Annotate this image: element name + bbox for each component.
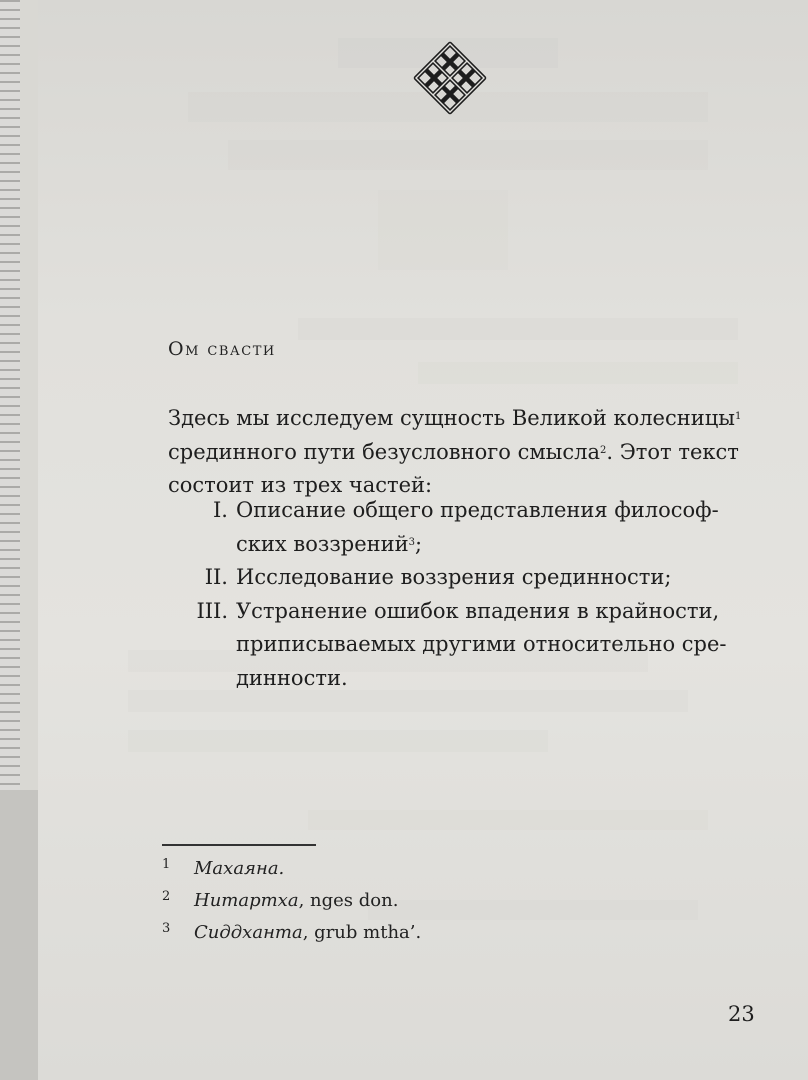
footnote [162,917,421,949]
list-item-number: I. [213,498,228,522]
intro-line-3: состоит из трех частей: [168,473,433,497]
list-item-end: ; [415,531,423,556]
intro-paragraph [168,402,768,503]
intro-line-2: срединного пути безусловного смысла [168,439,600,464]
footnote [162,885,421,917]
list-item-text: Устранение ошибок впадения в крайности, [236,598,720,623]
list-item [168,494,768,561]
left-shadow [0,790,40,1080]
footnote-divider [162,844,316,846]
list-item-number: II. [204,565,228,589]
footnote-ref-2: 2 [600,444,607,456]
section-heading: Ом свасти [168,338,276,360]
intro-line-2-end: . Этот текст [606,439,739,464]
footnote-term: Сиддханта [194,922,303,943]
list-item-continuation: приписываемых другими относительно сре- [236,632,727,656]
list-item-continuation: ских воззрений [236,531,409,556]
list-item-text: Описание общего представления философ- [236,498,719,522]
intro-line-1: Здесь мы исследуем сущность Великой колесницы [168,406,735,430]
list-item-continuation: динности. [236,665,348,690]
footnote-number: 2 [162,889,171,904]
page-number: 23 [728,1002,755,1026]
footnote-ref-3: 3 [408,536,416,548]
footnotes [162,853,421,949]
book-page [38,0,808,1080]
footnote-rest: , grub mtha’. [302,922,422,943]
adjacent-book-edge [0,0,40,790]
footnote-ref-1: 1 [734,411,742,422]
list-item [168,595,768,696]
parts-list [168,494,768,695]
footnote-rest: , nges don. [298,890,399,911]
footnote-term: Махаяна. [194,858,285,879]
list-item-number: III. [196,598,228,623]
list-item [168,561,768,595]
endless-knot-icon [412,40,488,116]
list-item-text: Исследование воззрения срединности; [236,565,672,589]
footnote-term: Нитартха [194,890,299,911]
footnote [162,853,421,885]
footnote-number: 1 [162,857,171,872]
footnote-number: 3 [162,921,171,936]
